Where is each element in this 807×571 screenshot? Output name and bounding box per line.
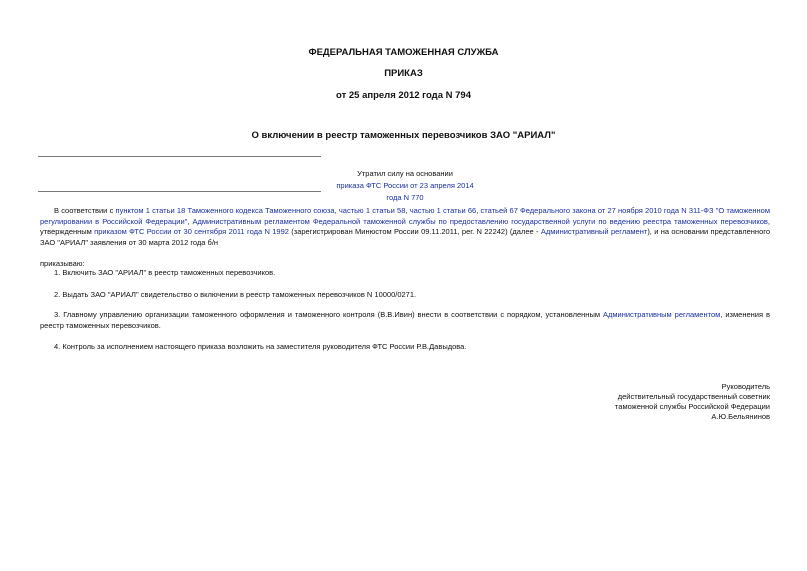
link-order-1992[interactable]: приказом ФТС России от 30 сентября 2011 года N 1992	[94, 227, 289, 236]
document-title: О включении в реестр таможенных перевозчиков ЗАО "АРИАЛ"	[251, 130, 556, 141]
divider-top	[38, 156, 321, 157]
link-admin-regulation-item-3[interactable]: Административным регламентом	[602, 310, 721, 319]
date-number-heading: от 25 апреля 2012 года N 794	[336, 90, 471, 101]
link-federal-law-311[interactable]: статьей 67 Федерального закона от 27 ноября 2010 года N 311-ФЗ "О таможенном регулировании в Российской Федерации"	[40, 206, 770, 226]
link-tk-ts-article-18[interactable]: пунктом 1 статьи 18 Таможенного кодекса Таможенного союза	[115, 206, 335, 215]
link-article-66[interactable]: частью 1 статьи 66	[409, 206, 477, 215]
signature-rank-1: действительный государственный советник	[617, 392, 770, 401]
status-note-text: Утратил силу на основании	[357, 169, 453, 178]
status-note-link[interactable]: приказа ФТС России от 23 апреля 2014 года N 770	[336, 181, 474, 202]
link-admin-regulation-short[interactable]: Административный регламент	[540, 227, 648, 236]
signature-position: Руководитель	[721, 382, 770, 391]
preamble-text-1: В соответствии с	[54, 206, 116, 215]
order-item-3-text-1: 3. Главному управлению организации таможенного оформления и таможенного контроля (В.В.Ивин) внести в соответствии с порядком, установленным	[54, 310, 603, 319]
preamble-text-6: , утвержденным	[40, 216, 770, 236]
preamble-text-5: ,	[187, 216, 193, 226]
status-note	[330, 168, 480, 204]
preamble-text-4: ,	[476, 206, 481, 215]
order-item-4: 4. Контроль за исполнением настоящего приказа возложить на заместителя руководителя ФТС России Р.В.Давыдова.	[54, 342, 467, 351]
order-item-1: 1. Включить ЗАО "АРИАЛ" в реестр таможенных перевозчиков.	[54, 268, 276, 277]
preamble-text-2: ,	[334, 206, 339, 215]
preamble-paragraph	[40, 206, 770, 248]
order-word: приказываю:	[40, 259, 85, 268]
signature-block	[510, 382, 770, 422]
order-item-3	[40, 310, 770, 331]
preamble-text-3: ,	[405, 206, 410, 215]
order-item-2: 2. Выдать ЗАО "АРИАЛ" свидетельство о включении в реестр таможенных перевозчиков N 10000/0271.	[54, 290, 417, 299]
link-article-58[interactable]: частью 1 статьи 58	[338, 206, 406, 215]
preamble-text-7: (зарегистрирован Минюстом России 09.11.2011, рег. N 22242) (далее -	[288, 227, 541, 236]
link-admin-regulation[interactable]: Административным регламентом Федеральной таможенной службы по предоставлению государственной услуги по ведению реестра таможенных перевозчиков	[192, 216, 768, 226]
organization-heading: ФЕДЕРАЛЬНАЯ ТАМОЖЕННАЯ СЛУЖБА	[308, 47, 499, 58]
signature-name: А.Ю.Бельянинов	[711, 412, 770, 421]
divider-bottom	[38, 191, 321, 192]
preamble-text-8: ), и на основании представленного ЗАО "АРИАЛ" заявления от 30 марта 2012 года б/н	[40, 227, 770, 247]
order-item-3-text-2: , изменения в реестр таможенных перевозчиков.	[40, 310, 770, 330]
document-type-heading: ПРИКАЗ	[384, 68, 423, 79]
signature-rank-2: таможенной службы Российской Федерации	[614, 402, 770, 411]
